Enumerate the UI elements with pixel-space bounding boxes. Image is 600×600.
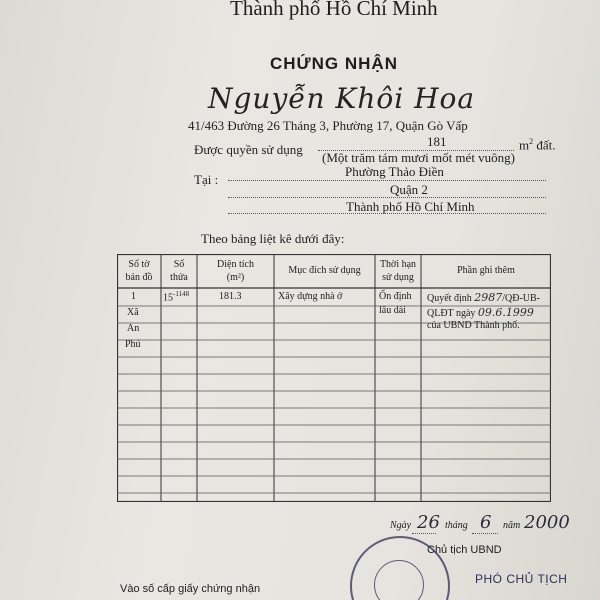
cell-map-sheet-2: Xã bbox=[127, 307, 139, 318]
area-words: (Một trăm tám mươi mốt mét vuông) bbox=[322, 150, 516, 165]
location-dotline-1 bbox=[228, 180, 546, 181]
certificate-title: CHỨNG NHẬN bbox=[270, 54, 398, 73]
header-parcel-line2: thửa bbox=[170, 272, 188, 283]
cell-term-2: lâu dài bbox=[379, 305, 406, 316]
cell-map-sheet-3: An bbox=[127, 323, 140, 334]
deputy-chair-label: PHÓ CHỦ TỊCH bbox=[475, 572, 568, 586]
header-area-line1: Diện tích bbox=[217, 259, 254, 270]
header-map-sheet bbox=[117, 258, 161, 284]
cell-parcel-sup: -1148 bbox=[173, 290, 190, 298]
header-notes-line1: Phần ghi thêm bbox=[457, 265, 515, 276]
date-year: 2000 bbox=[524, 512, 570, 533]
notes-decision-number: 2987 bbox=[474, 291, 503, 304]
date-label-day: Ngày bbox=[390, 520, 412, 531]
notes-decision-prefix: Quyết định bbox=[427, 293, 472, 304]
header-term-line2: sử dụng bbox=[382, 272, 414, 283]
cell-notes-1 bbox=[427, 291, 540, 304]
use-right-label: Được quyền sử dụng bbox=[194, 142, 303, 157]
area-unit bbox=[519, 137, 556, 153]
header-city: Thành phố Hồ Chí Minh bbox=[230, 0, 438, 20]
date-month-dotline bbox=[472, 533, 498, 534]
location-label: Tại : bbox=[194, 172, 219, 187]
location-city: Thành phố Hồ Chí Minh bbox=[346, 199, 475, 214]
owner-name: Nguyễn Khôi Hoa bbox=[208, 82, 476, 115]
date-label-year: năm bbox=[503, 520, 521, 531]
location-district: Quận 2 bbox=[390, 182, 428, 197]
list-intro: Theo bảng liệt kê dưới đây: bbox=[201, 231, 345, 246]
cell-notes-2 bbox=[427, 306, 534, 319]
date-month: 6 bbox=[480, 512, 492, 533]
cell-term-1: Ổn định bbox=[379, 291, 412, 302]
date-day-dotline bbox=[412, 533, 436, 534]
header-map-sheet-line1: Số tờ bbox=[128, 259, 150, 270]
header-map-sheet-line2: bản đồ bbox=[125, 272, 153, 283]
registry-label: Vào số cấp giấy chứng nhận bbox=[120, 583, 261, 595]
owner-address: 41/463 Đường 26 Tháng 3, Phường 17, Quận Gò Vấp bbox=[188, 118, 468, 133]
cell-area: 181.3 bbox=[219, 291, 242, 302]
area-number: 181 bbox=[427, 134, 447, 149]
cell-notes-3: của UBND Thành phố. bbox=[427, 320, 520, 331]
header-purpose bbox=[274, 264, 375, 277]
notes-date: 09.6.1999 bbox=[477, 306, 534, 319]
official-seal-center bbox=[374, 560, 424, 600]
location-ward: Phường Thảo Điền bbox=[345, 164, 444, 179]
location-dotline-2 bbox=[228, 197, 546, 198]
header-notes bbox=[421, 264, 551, 277]
cell-parcel-number: 15 bbox=[163, 292, 173, 304]
cell-map-sheet-4: Phú bbox=[125, 339, 141, 350]
land-table bbox=[117, 254, 551, 502]
header-area bbox=[197, 258, 274, 284]
cell-map-sheet-1: 1 bbox=[131, 291, 136, 302]
cell-purpose: Xây dựng nhà ở bbox=[278, 291, 343, 302]
cell-parcel bbox=[163, 290, 189, 303]
area-unit-base: m bbox=[519, 137, 530, 153]
header-purpose-line1: Mục đích sử dụng bbox=[288, 265, 361, 276]
chair-label: Chủ tịch UBND bbox=[427, 544, 502, 556]
date-label-month: tháng bbox=[445, 520, 468, 531]
header-parcel bbox=[161, 258, 197, 284]
date-day: 26 bbox=[417, 512, 440, 533]
area-unit-sup: 2 bbox=[529, 137, 534, 146]
notes-decision-suffix: /QĐ-UB- bbox=[502, 293, 540, 304]
header-term bbox=[375, 258, 421, 284]
area-unit-suffix: đất. bbox=[533, 137, 556, 153]
header-parcel-line1: Số bbox=[173, 259, 185, 270]
header-term-line1: Thời hạn bbox=[379, 259, 417, 270]
notes-date-prefix: QLĐT ngày bbox=[427, 308, 476, 319]
header-area-line2: (m²) bbox=[226, 272, 245, 283]
